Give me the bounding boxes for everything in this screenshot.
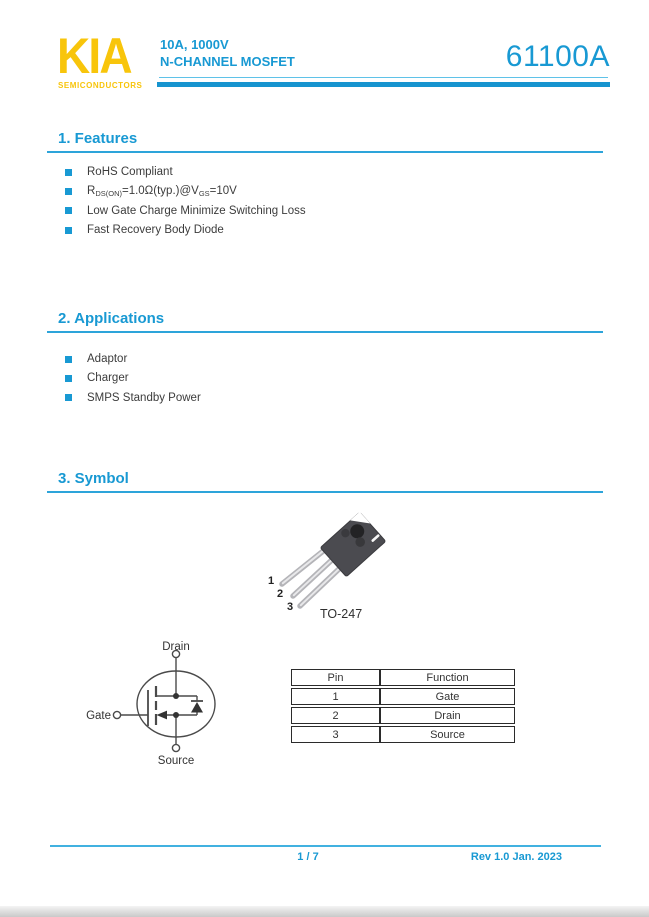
body-diode-icon [191, 702, 203, 713]
source-label: Source [157, 755, 195, 767]
gate-label: Gate [86, 710, 111, 722]
pin-number-label: 1 [268, 575, 275, 587]
bullet-square-icon [65, 356, 72, 363]
list-item [65, 372, 201, 384]
bullet-square-icon [65, 394, 72, 401]
table-header-row [291, 669, 515, 686]
pin-cell: 2 [291, 707, 380, 724]
list-item [65, 353, 201, 365]
feature-text: Low Gate Charge Minimize Switching Loss [87, 204, 306, 217]
feature-text: RoHS Compliant [87, 166, 173, 178]
source-arrow-icon [157, 711, 168, 720]
junction-dot [173, 693, 179, 699]
kia-logo: KIA [57, 28, 131, 84]
features-section-heading [47, 131, 603, 153]
applications-section-heading [47, 311, 603, 333]
pin-cell: 1 [291, 688, 380, 705]
table-header-function: Function [380, 669, 515, 686]
pin-cell: 3 [291, 726, 380, 743]
applications-list [65, 353, 201, 411]
package-name-label: TO-247 [320, 607, 363, 621]
feature-text: Fast Recovery Body Diode [87, 224, 224, 237]
list-item [65, 205, 306, 217]
part-number: 61100A [505, 40, 610, 73]
pin-function-table [291, 667, 515, 745]
bullet-square-icon [65, 227, 72, 234]
header-rule-thin [159, 77, 608, 78]
symbol-lines [113, 650, 215, 751]
device-rating: 10A, 1000V [160, 37, 229, 52]
list-item [65, 224, 306, 236]
list-item [65, 166, 306, 178]
applications-heading-text: 2. Applications [58, 310, 165, 327]
table-row [291, 688, 515, 705]
table-header-pin: Pin [291, 669, 380, 686]
pin-number-label: 3 [287, 601, 294, 613]
application-text: Adaptor [87, 353, 128, 365]
bullet-square-icon [65, 188, 72, 195]
applications-heading-rule [47, 331, 603, 333]
function-cell: Source [380, 726, 515, 743]
to247-package-illustration [250, 498, 450, 628]
symbol-section-heading [47, 471, 603, 493]
device-type: N-CHANNEL MOSFET [160, 54, 295, 69]
application-text: SMPS Standby Power [87, 391, 201, 404]
header-device-summary [160, 36, 295, 70]
list-item [65, 392, 201, 404]
function-cell: Drain [380, 707, 515, 724]
list-item [65, 185, 306, 197]
revision-label: Rev 1.0 Jan. 2023 [470, 851, 562, 863]
mosfet-schematic-symbol [70, 640, 290, 770]
junction-dot [173, 712, 179, 718]
features-list [65, 166, 306, 244]
application-text: Charger [87, 372, 129, 385]
function-cell: Gate [380, 688, 515, 705]
table-row [291, 707, 515, 724]
symbol-heading-rule [47, 491, 603, 493]
kia-logo-subtext: SEMICONDUCTORS [58, 81, 143, 90]
bullet-square-icon [65, 375, 72, 382]
feature-text: $R_{DS(ON)}=1.0\Omega(typ.)@V_{GS}=10V$ [87, 184, 237, 198]
header-rule-thick [157, 82, 610, 87]
drain-label: Drain [162, 641, 190, 653]
footer-rule [50, 845, 601, 847]
bullet-square-icon [65, 169, 72, 176]
pin-number-label: 2 [277, 588, 284, 600]
features-heading-rule [47, 151, 603, 153]
table-row [291, 726, 515, 743]
package-body [320, 512, 386, 577]
page-edge-shadow [0, 906, 649, 917]
page-number: 1 / 7 [297, 851, 319, 863]
symbol-heading-text: 3. Symbol [58, 470, 129, 487]
features-heading-text: 1. Features [58, 130, 138, 147]
bullet-square-icon [65, 207, 72, 214]
